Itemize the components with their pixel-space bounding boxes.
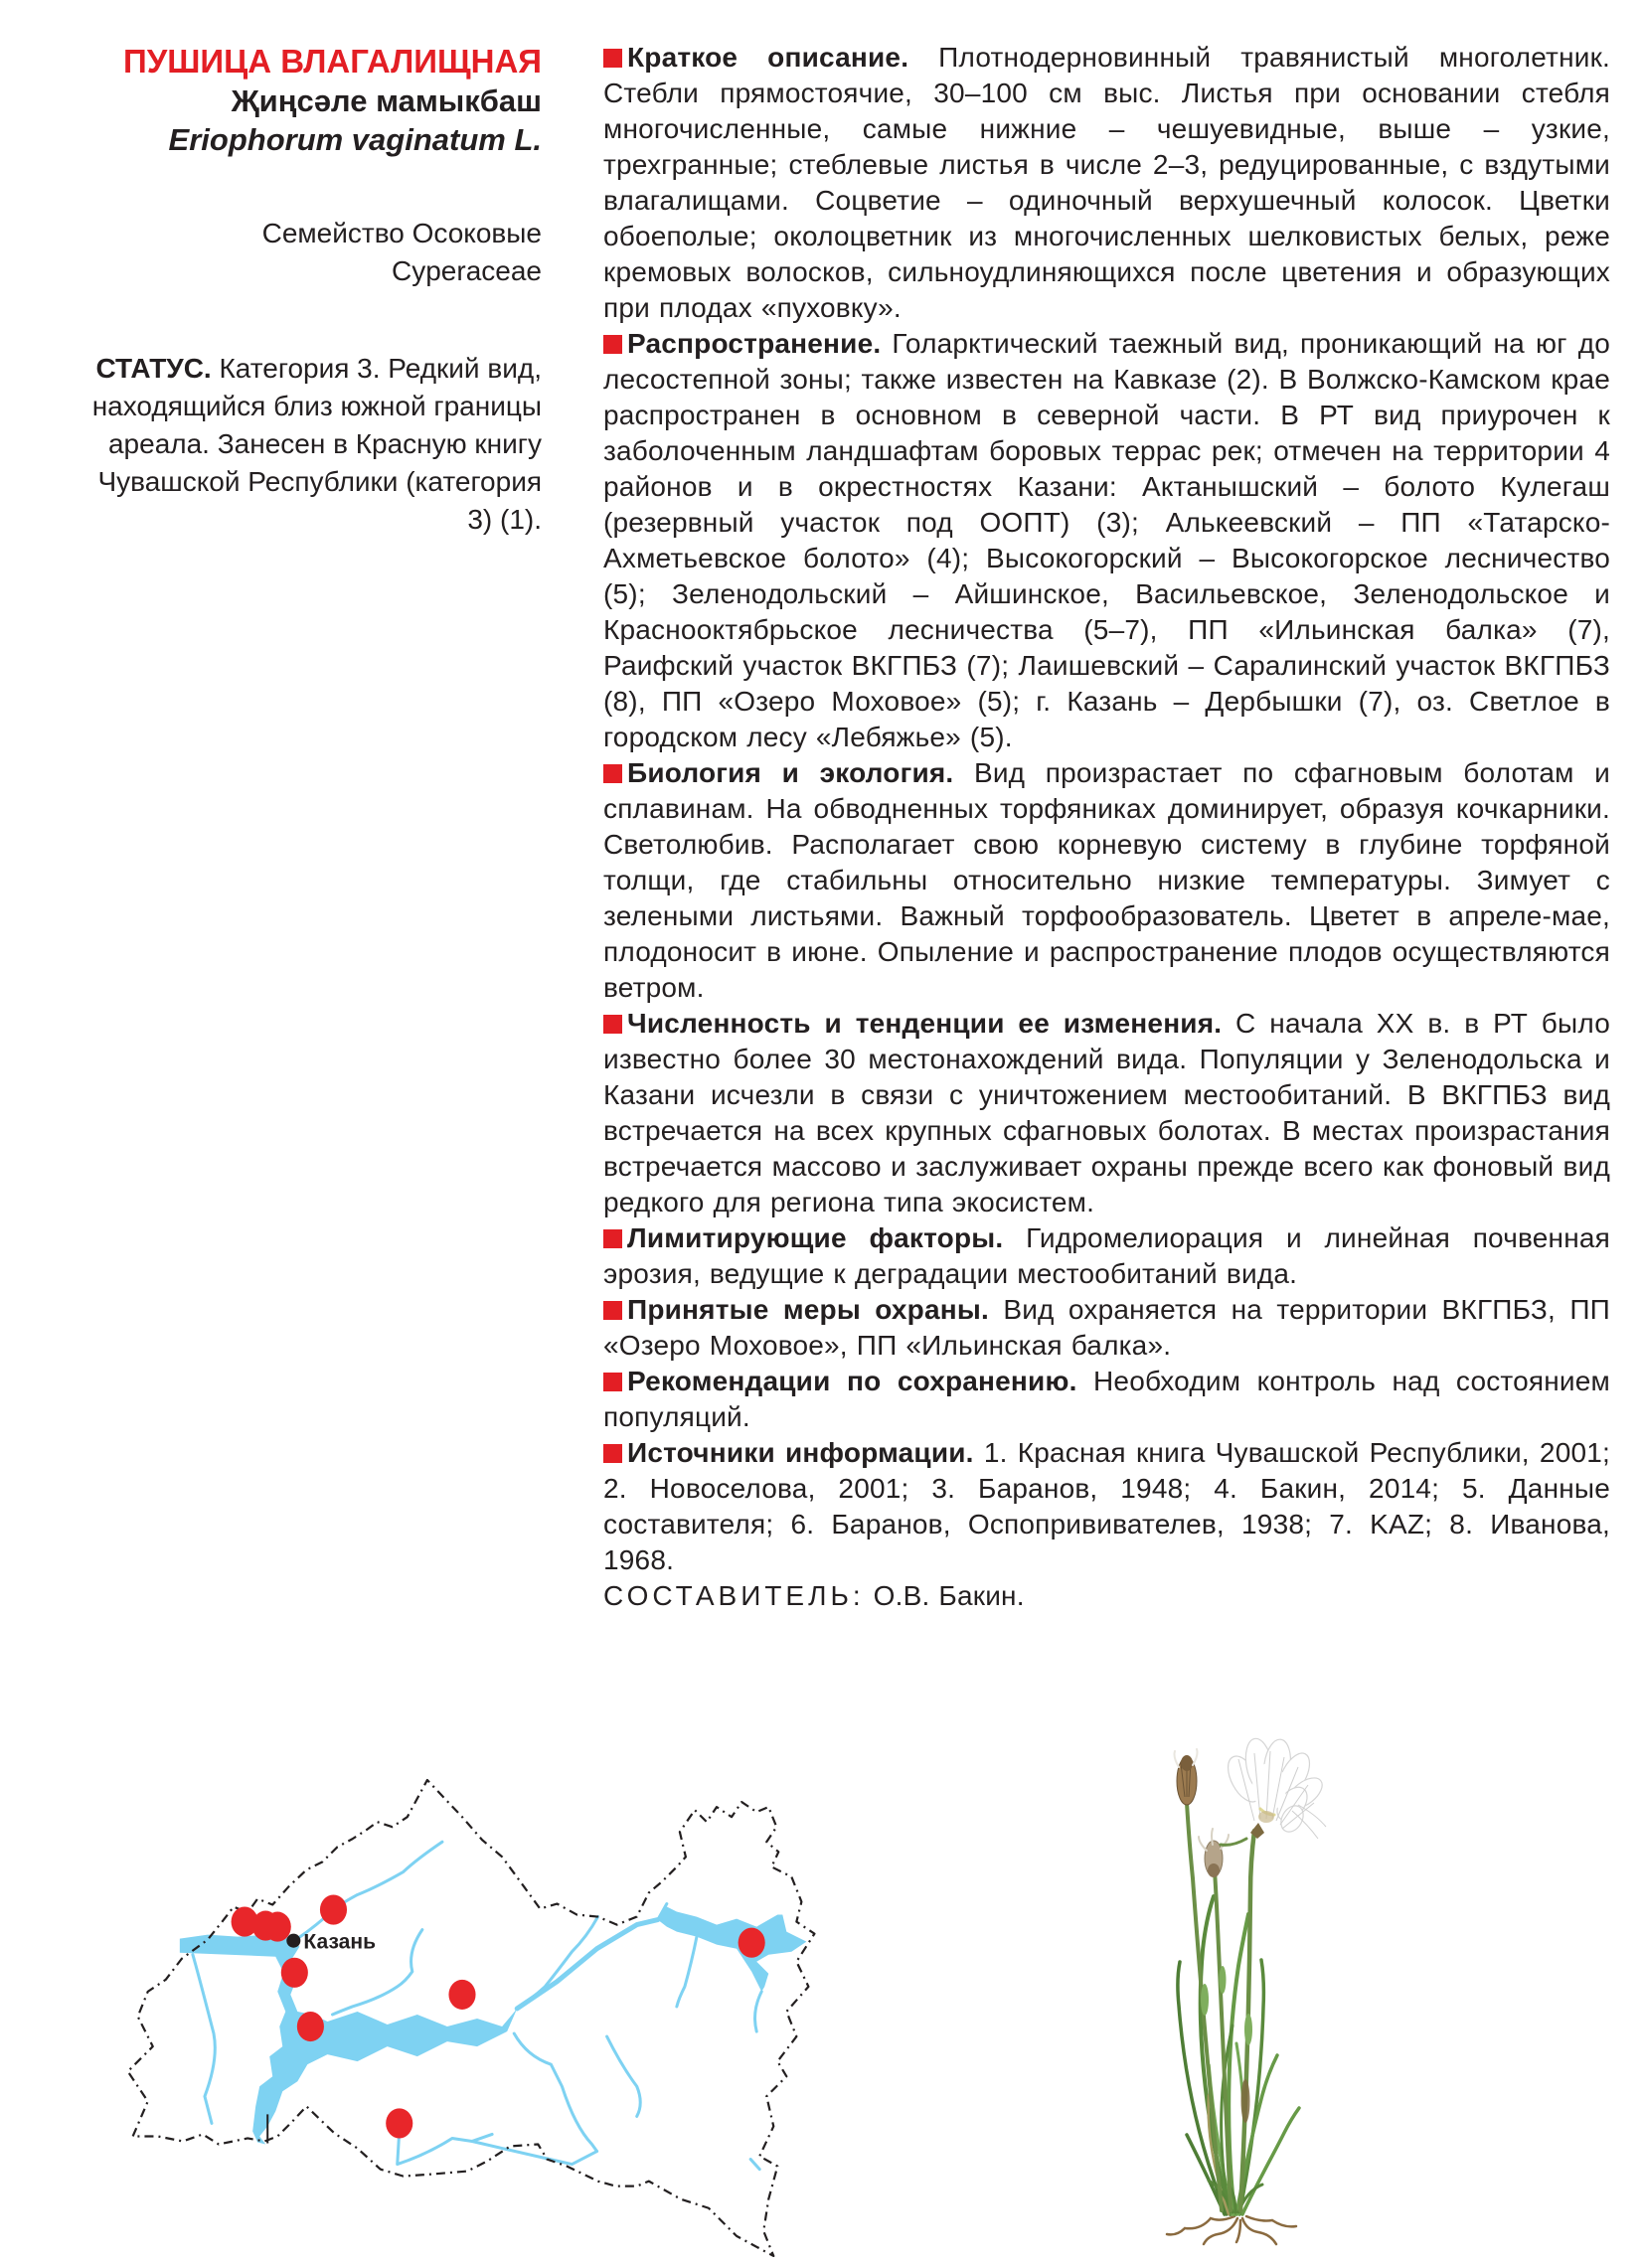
occurrence-dot: [264, 1912, 291, 1942]
status-text: Категория 3. Редкий вид, находящийся близ южной границы ареала. Занесен в Красную книгу Чувашской Республики (категория 3) (1).: [91, 353, 542, 535]
red-square-bullet-icon: [603, 1229, 622, 1248]
occurrence-dot: [386, 2108, 412, 2138]
volga-reservoir: [180, 1935, 517, 2145]
red-square-bullet-icon: [603, 49, 622, 68]
species-name-tatar: Җиңсәле мамыкбаш: [231, 83, 542, 118]
kazan-city-dot: [286, 1934, 300, 1948]
red-square-bullet-icon: [603, 1301, 622, 1320]
brown-spikelet: [1175, 1749, 1198, 1805]
species-name-russian: ПУШИЦА ВЛАГАЛИЩНАЯ: [123, 43, 542, 80]
section-abundance-trends: [603, 1006, 1610, 1220]
section-title: Численность и тенденции ее изменения.: [627, 1008, 1223, 1039]
section-text: 1. Красная книга Чувашской Республики, 2001; 2. Новоселова, 2001; 3. Баранов, 1948; 4. Бакин, 2014; 5. Данные составителя; 6. Баранов, Оспопрививателев, 1938; 7. KAZ; 8. Иванова, 1968.: [603, 1437, 1611, 1575]
family-latin: Cyperaceae: [392, 255, 542, 286]
section-text: Гидромелиорация и линейная почвенная эрозия, ведущие к деградации местообитаний вида.: [603, 1222, 1610, 1289]
section-title: Принятые меры охраны.: [627, 1294, 989, 1325]
eriophorum-plant-svg: [1143, 1701, 1342, 2268]
occurrence-dot: [297, 2012, 324, 2041]
sviyaga-river: [193, 1955, 215, 2124]
section-information-sources: [603, 1435, 1610, 1578]
family-russian: Семейство Осоковые: [261, 218, 542, 248]
vyatka-river: [519, 1917, 597, 2007]
article-body: [603, 40, 1610, 1614]
red-square-bullet-icon: [603, 335, 622, 354]
section-text: Голарктический таежный вид, проникающий на юг до лесостепной зоны; также известен на Кавказе (2). В Волжско-Камском крае распространен в основном в северной части. В РТ вид приурочен к заболоченным ландшафтам боровых террас рек; отмечен на территории 4 районов и в окрестностях Казани: Актанышский – болото Кулегаш (резервный участок под ООПТ) (3); Алькеевский – ПП «Татарско-Ахметьевское болото» (4); Высокогорский – Высокогорское лесничество (5); Зеленодольский – Айшинское, Васильевское, Зеленодольское и Краснооктябрьское лесничества (5–7), ПП «Ильинская балка» (7), Раифский участок ВКГПБЗ (7); Лаишевский – Саралинский участок ВКГПБЗ (8), ПП «Озеро Моховое» (5); г. Казань – Дербышки (7), оз. Светлое в городском лесу «Лебяжье» (5).: [603, 328, 1611, 752]
section-text: Плотнодерновинный травянистый многолетник. Стебли прямостоячие, 30–100 см выс. Листья при основании стебля многочисленные, самые нижние – чешуевидные, выше – узкие, трехгранные; стеблевые листья в числе 2–3, редуцированные, с вздутыми влагалищами. Соцветие – одиночный верхушечный колосок. Цветки обоеполые; околоцветник из многочисленных шелковистых белых, реже кремовых волосков, сильноудлиняющихся после цветения и образующих при плодах «пуховку».: [603, 42, 1611, 323]
east-river: [750, 2160, 759, 2170]
section-title: Краткое описание.: [627, 42, 909, 73]
compiler-label: СОСТАВИТЕЛЬ:: [603, 1580, 865, 1611]
map-outline: [128, 1780, 815, 2256]
cotton-head: [1221, 1736, 1328, 1845]
section-title: Распространение.: [627, 328, 882, 359]
nizhnekamsk-reservoir: [658, 1907, 807, 1992]
status-block: [87, 350, 542, 539]
red-square-bullet-icon: [603, 764, 622, 783]
section-title: Лимитирующие факторы.: [627, 1222, 1004, 1253]
distribution-map: [107, 1777, 817, 2268]
section-title: Источники информации.: [627, 1437, 974, 1468]
compiler-line: [603, 1578, 1610, 1614]
occurrence-dot: [281, 1958, 308, 1988]
section-conservation-recommendations: [603, 1364, 1610, 1435]
occurrence-dot: [320, 1894, 347, 1924]
ne-river-2: [755, 1992, 762, 2031]
family-block: [87, 215, 542, 290]
occurrence-dot: [739, 1928, 765, 1958]
occurrence-dot: [448, 1980, 475, 2010]
section-text: Необходим контроль над состоянием популяций.: [603, 1366, 1610, 1432]
species-name-latin: Eriophorum vaginatum L.: [168, 122, 542, 157]
section-title: Биология и экология.: [627, 757, 954, 788]
map-water: [180, 1907, 807, 2145]
section-biology-ecology: [603, 755, 1610, 1006]
kazanka-river: [297, 1842, 442, 1938]
compiler-name: О.В. Бакин.: [873, 1580, 1025, 1611]
section-short-description: [603, 40, 1610, 326]
status-label: СТАТУС.: [95, 353, 212, 384]
section-text: С начала XX в. в РТ было известно более 30 местонахождений вида. Популяции у Зеленодольска и Казани исчезли в связи с уничтожением местообитаний. В ВКГПБЗ вид встречается на всех крупных сфагновых болотах. В местах произрастания встречается массово и заслуживает охраны прежде всего как фоновый вид редкого для региона типа экосистем.: [603, 1008, 1610, 1217]
red-square-bullet-icon: [603, 1373, 622, 1391]
south-river: [398, 2131, 492, 2164]
red-square-bullet-icon: [603, 1015, 622, 1034]
small-head: [1199, 1829, 1229, 1877]
plant-illustration: [1143, 1701, 1342, 2268]
section-text: Вид произрастает по сфагновым болотам и сплавинам. На обводненных торфяниках доминирует, образуя кочкарники. Светолюбив. Располагает свою корневую систему в глубине торфяной толщи, где стабильны относительно низкие температуры. Зимует с зелеными листьями. Важный торфообразователь. Цветет в апреле-мае, плодоносит в июне. Опыление и распространение плодов осуществляются ветром.: [603, 757, 1611, 1003]
red-square-bullet-icon: [603, 1444, 622, 1463]
kazan-city-label: Казань: [303, 1930, 377, 1954]
zay-river: [607, 2036, 641, 2116]
ne-river-1: [677, 1937, 697, 2007]
section-limiting-factors: [603, 1220, 1610, 1292]
plant-roots: [1167, 2216, 1296, 2244]
species-header-column: [87, 42, 542, 539]
section-text: Вид охраняется на территории ВКГПБЗ, ПП «Озеро Моховое», ПП «Ильинская балка».: [603, 1294, 1610, 1361]
map-rivers: [193, 1842, 761, 2169]
section-distribution: [603, 326, 1610, 755]
section-title: Рекомендации по сохранению.: [627, 1366, 1077, 1396]
tatarstan-map-svg: [107, 1777, 817, 2268]
sheshma-river: [514, 2033, 596, 2151]
section-protection-measures: [603, 1292, 1610, 1364]
